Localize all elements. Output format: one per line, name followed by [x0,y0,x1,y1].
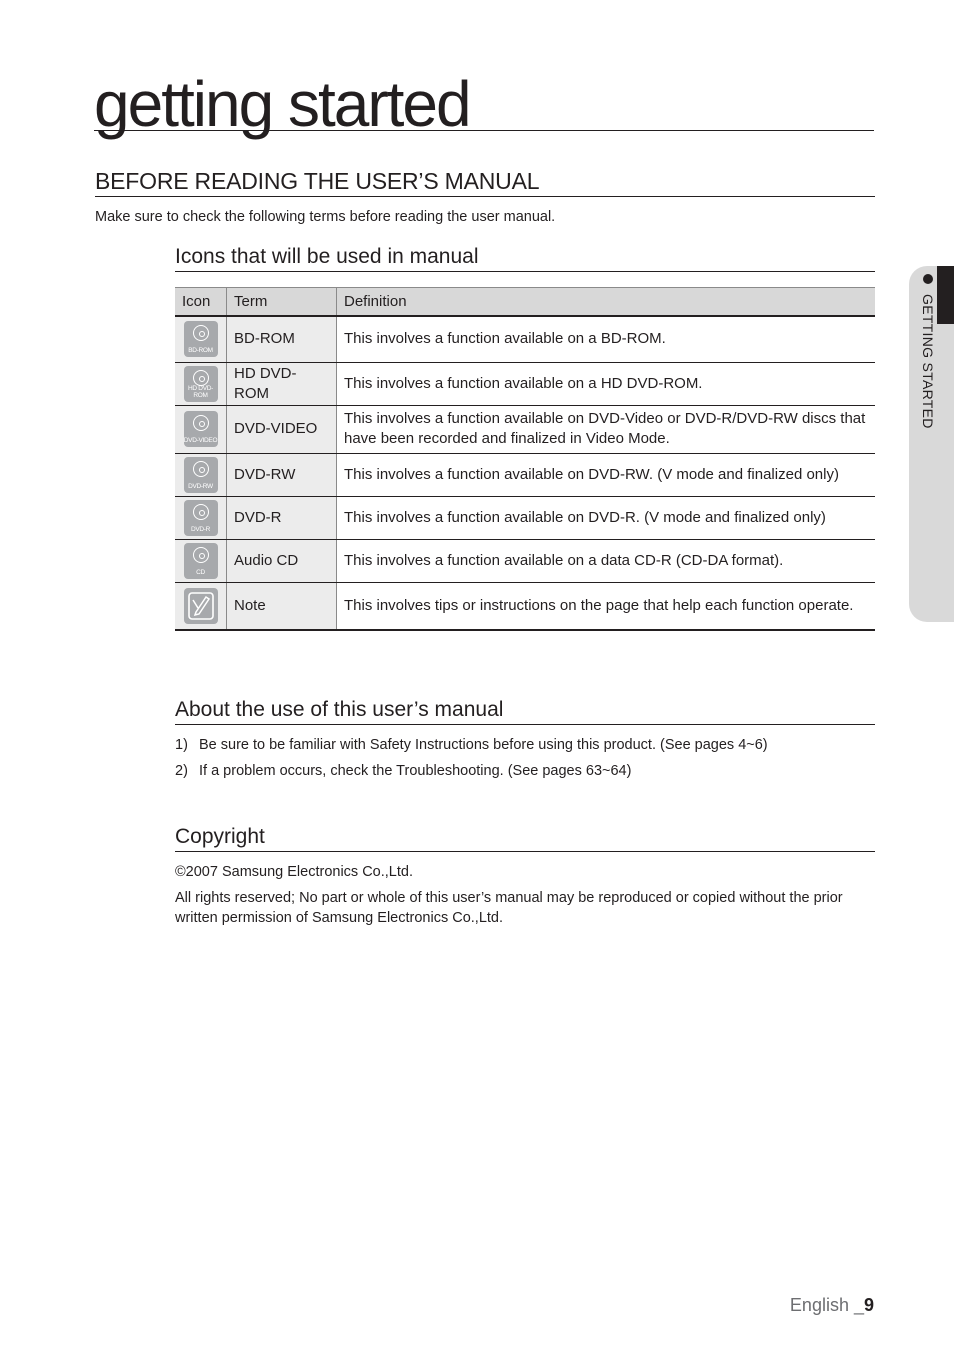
chapter-side-tab [909,266,954,622]
bd-rom-disc-icon: BD-ROM [184,321,218,357]
chapter-title-text: getting started [94,68,470,140]
table-row [175,582,875,630]
icons-table [175,287,875,631]
term-cell: Audio CD [227,539,337,582]
table-row [175,316,875,362]
table-row [175,539,875,582]
header-term: Term [227,288,337,317]
dvd-r-disc-icon: DVD-R [184,500,218,536]
section-title: BEFORE READING THE USER’S MANUAL [95,167,875,197]
section-intro: Make sure to check the following terms before reading the user manual. [95,209,556,225]
term-cell: DVD-R [227,496,337,539]
table-row [175,362,875,405]
copyright-line: ©2007 Samsung Electronics Co.,Ltd. [175,864,413,880]
term-cell: Note [227,582,337,630]
term-cell: BD-ROM [227,316,337,362]
icon-cell [175,405,227,453]
icon-cell [175,539,227,582]
about-list [175,735,768,781]
dvd-rw-disc-icon: DVD-RW [184,457,218,493]
header-definition: Definition [337,288,876,317]
definition-cell: This involves a function available on a HD DVD-ROM. [337,362,876,405]
term-cell: DVD-RW [227,453,337,496]
table-header-row [175,288,875,317]
definition-cell: This involves a function available on DVD-R. (V mode and finalized only) [337,496,876,539]
side-tab-text: GETTING STARTED [920,294,936,429]
list-item [175,761,768,781]
cd-disc-icon: CD [184,543,218,579]
side-tab-label [913,274,943,464]
hd-dvd-rom-disc-icon: HD DVD-ROM [184,366,218,402]
icon-cell [175,582,227,630]
definition-cell: This involves a function available on a data CD-R (CD-DA format). [337,539,876,582]
chapter-title [94,66,874,140]
copyright-notice: All rights reserved; No part or whole of this user’s manual may be reproduced or copied without the prior written permission of Samsung Electronics Co.,Ltd. [175,890,843,926]
definition-cell: This involves a function available on DVD-RW. (V mode and finalized only) [337,453,876,496]
table-row [175,453,875,496]
term-cell: DVD-VIDEO [227,405,337,453]
copyright-section-title: Copyright [175,824,875,852]
definition-cell: This involves tips or instructions on the page that help each function operate. [337,582,876,630]
note-icon [184,588,218,624]
about-section-title: About the use of this user’s manual [175,697,875,725]
header-icon: Icon [175,288,227,317]
table-row [175,496,875,539]
icon-cell [175,362,227,405]
icon-cell [175,496,227,539]
list-number: 2) [175,763,188,779]
list-text: Be sure to be familiar with Safety Instructions before using this product. (See pages 4~6) [199,737,768,753]
icon-cell [175,453,227,496]
dvd-video-disc-icon: DVD-VIDEO [184,411,218,447]
page-number: 9 [863,1295,874,1315]
list-text: If a problem occurs, check the Troubleshooting. (See pages 63~64) [199,763,632,779]
list-item [175,735,768,755]
table-row [175,405,875,453]
footer-language: English _ [789,1295,864,1315]
icon-cell [175,316,227,362]
definition-cell: This involves a function available on DVD-Video or DVD-R/DVD-RW discs that have been recorded and finalized in Video Mode. [337,405,876,453]
icons-section-title: Icons that will be used in manual [175,244,875,272]
page-footer [790,1295,874,1316]
list-number: 1) [175,737,188,753]
term-cell: HD DVD-ROM [227,362,337,405]
definition-cell: This involves a function available on a BD-ROM. [337,316,876,362]
bullet-icon [923,274,933,284]
